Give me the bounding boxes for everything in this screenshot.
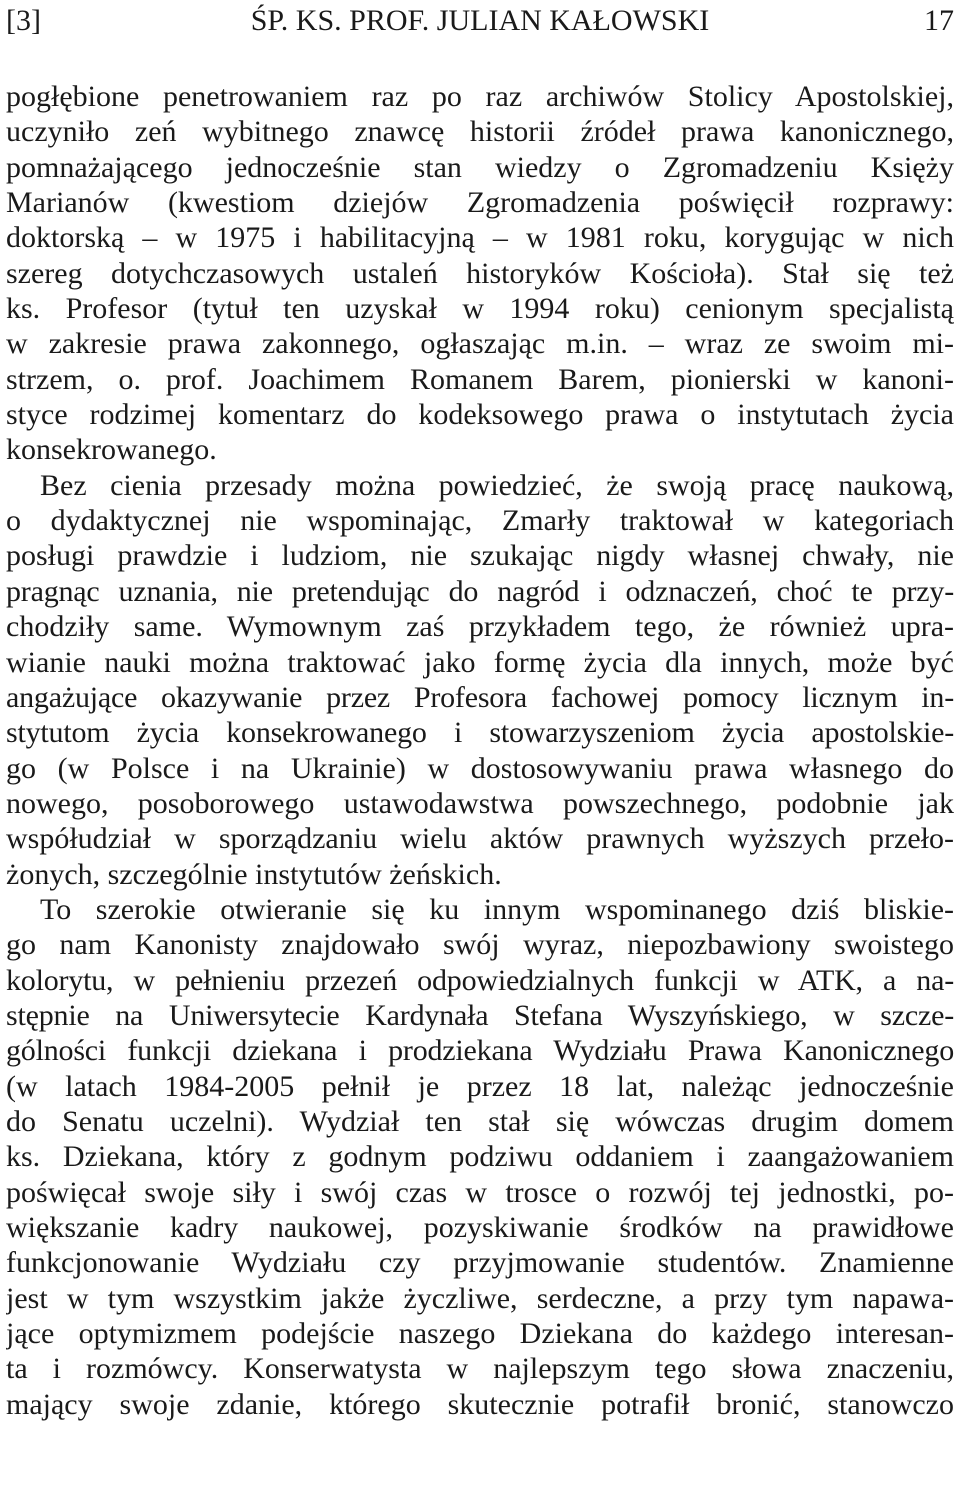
section-marker: [3] <box>6 4 41 37</box>
text-line: nowego, posoborowego ustawodawstwa powszechnego, podobnie jak <box>6 786 954 820</box>
text-line: konsekrowanego. <box>6 433 217 467</box>
text-line: ks. Dziekana, który z godnym podziwu oddaniem i zaangażowaniem <box>6 1140 954 1174</box>
text-line: Marianów (kwestiom dziejów Zgromadzenia poświęcił rozprawy: <box>6 186 954 220</box>
text-line: Bez cienia przesady można powiedzieć, że swoją pracę naukową, <box>40 468 954 502</box>
text-line: jest w tym wszystkim jakże życzliwe, serdeczne, a przy tym napawa- <box>6 1281 954 1315</box>
text-line: funkcjonowanie Wydziału czy przyjmowanie studentów. Znamienne <box>6 1246 954 1280</box>
text-line: jące optymizmem podejście naszego Dziekana do każdego interesan- <box>6 1317 954 1351</box>
text-line: go nam Kanonisty znajdowało swój wyraz, niepozbawiony swoistego <box>6 928 954 962</box>
text-line: stytutom życia konsekrowanego i stowarzyszeniom życia apostolskie- <box>6 716 954 750</box>
text-line: To szerokie otwieranie się ku innym wspominanego dziś bliskie- <box>40 892 954 926</box>
text-line: większanie kadry naukowej, pozyskiwanie środków na prawidłowe <box>6 1211 954 1244</box>
text-line: styce rodzimej komentarz do kodeksowego prawa o instytutach życia <box>6 398 954 432</box>
text-line: o dydaktycznej nie wspominając, Zmarły traktował w kategoriach <box>6 504 954 538</box>
running-title: ŚP. KS. PROF. JULIAN KAŁOWSKI <box>250 4 710 37</box>
page-number: 17 <box>924 4 954 37</box>
text-line: (w latach 1984-2005 pełnił je przez 18 lat, należąc jednocześnie <box>6 1069 954 1103</box>
text-line: mający swoje zdanie, którego skutecznie potrafił bronić, stanowczo <box>6 1387 954 1421</box>
running-header <box>6 4 954 38</box>
text-line: go (w Polsce i na Ukrainie) w dostosowywaniu prawa własnego do <box>6 751 954 785</box>
text-line: pomnażającego jednocześnie stan wiedzy o Zgromadzeniu Księży <box>6 150 954 184</box>
text-line: szereg dotychczasowych ustaleń historyków Kościoła). Stał się też <box>6 256 954 290</box>
text-line: uczyniło zeń wybitnego znawcę historii źródeł prawa kanonicznego, <box>6 115 954 149</box>
text-line: ks. Profesor (tytuł ten uzyskał w 1994 roku) cenionym specjalistą <box>6 292 954 326</box>
text-line: pragnąc uznania, nie pretendując do nagród i odznaczeń, choć te przy- <box>6 574 954 608</box>
text-line: żonych, szczególnie instytutów żeńskich. <box>6 857 502 891</box>
text-line: ta i rozmówcy. Konserwatysta w najlepszym tego słowa znaczeniu, <box>6 1352 954 1386</box>
text-line: angażujące okazywanie przez Profesora fachowej pomocy licznym in- <box>6 680 954 714</box>
text-line: strzem, o. prof. Joachimem Romanem Barem, pionierski w kanoni- <box>6 362 954 396</box>
text-line: doktorską – w 1975 i habilitacyjną – w 1981 roku, korygując w nich <box>6 221 954 255</box>
text-line: wianie nauki można traktować jako formę życia dla innych, może być <box>6 645 954 679</box>
text-line: gólności funkcji dziekana i prodziekana Wydziału Prawa Kanonicznego <box>6 1034 954 1068</box>
text-line: chodziły same. Wymownym zaś przykładem tego, że również upra- <box>6 610 954 644</box>
text-line: pogłębione penetrowaniem raz po raz archiwów Stolicy Apostolskiej, <box>6 80 954 113</box>
text-line: do Senatu uczelni). Wydział ten stał się wówczas drugim domem <box>6 1104 954 1138</box>
text-line: kolorytu, w pełnieniu przezeń odpowiedzialnych funkcji w ATK, a na- <box>6 963 954 997</box>
body-text <box>6 79 954 1422</box>
text-line: poświęcał swoje siły i swój czas w trosce o rozwój tej jednostki, po- <box>6 1175 954 1209</box>
text-line: stępnie na Uniwersytecie Kardynała Stefana Wyszyńskiego, w szcze- <box>6 998 954 1032</box>
text-line: posługi prawdzie i ludziom, nie szukając nigdy własnej chwały, nie <box>6 539 954 573</box>
text-line: współudział w sporządzaniu wielu aktów prawnych wyższych przeło- <box>6 822 954 856</box>
text-line: w zakresie prawa zakonnego, ogłaszając m.in. – wraz ze swoim mi- <box>6 327 954 361</box>
